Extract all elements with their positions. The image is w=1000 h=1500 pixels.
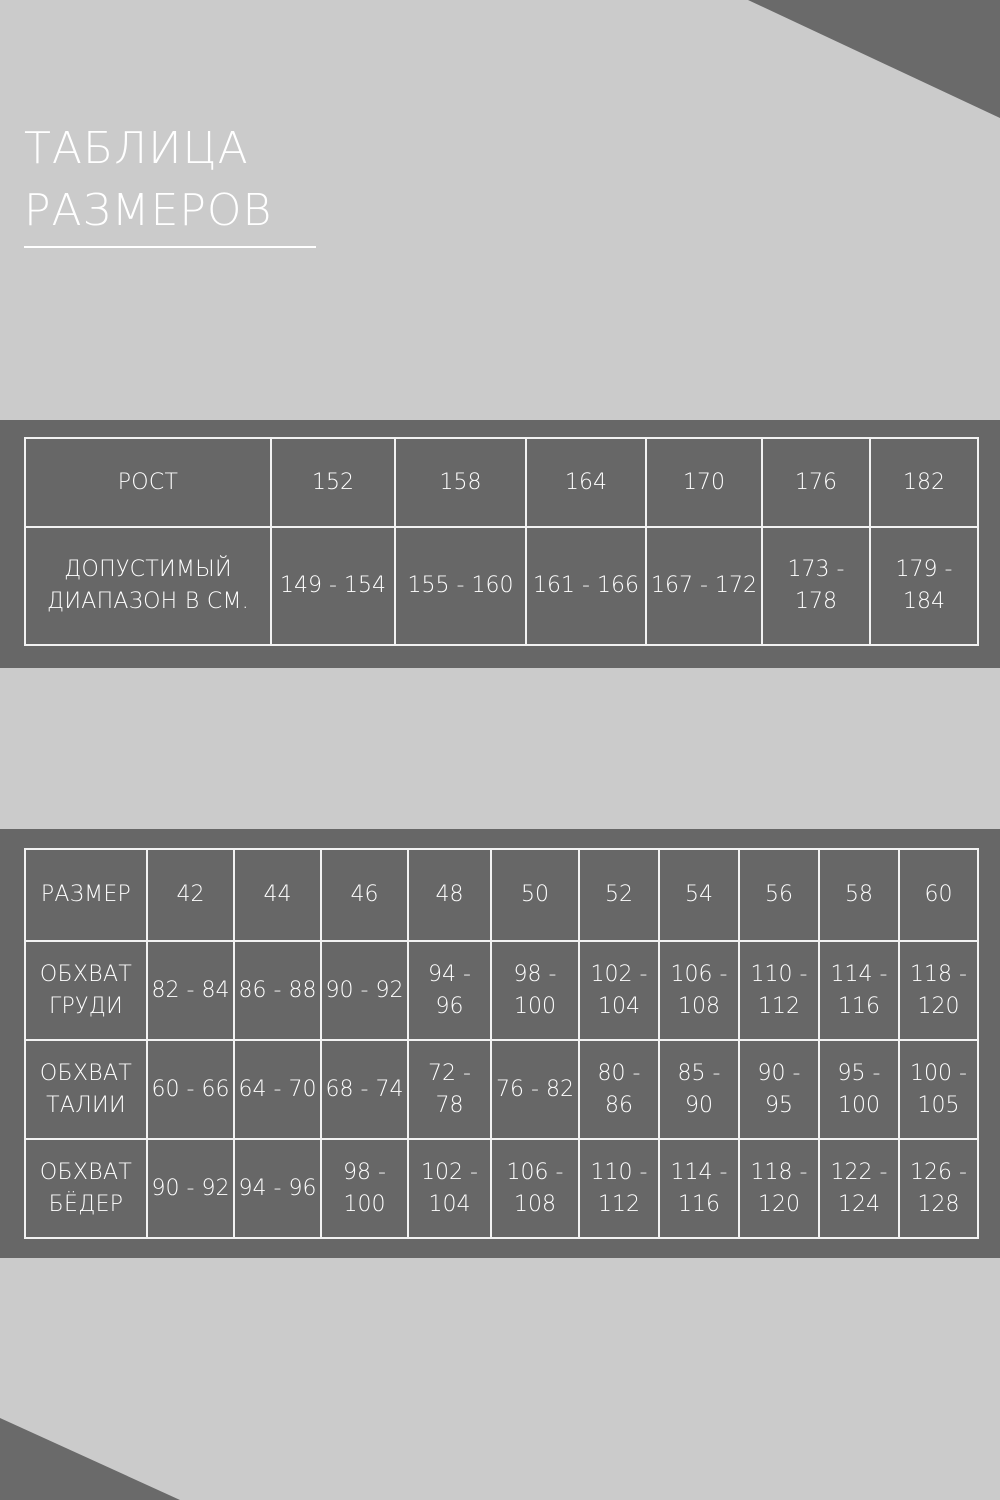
measurement-text: 128 (917, 1191, 960, 1217)
measurement-cell (491, 1139, 579, 1238)
size-cell: 42 (147, 849, 234, 941)
measurement-cell (899, 1139, 978, 1238)
range-text: 149 - 154 (280, 573, 386, 598)
measurement-text: 118 - (910, 961, 967, 987)
measurement-text: 124 (838, 1191, 880, 1217)
measurement-text: 98 - (343, 1159, 386, 1185)
range-text: 167 - 172 (651, 573, 757, 598)
size-cell: 56 (739, 849, 819, 941)
size-cell: 44 (234, 849, 321, 941)
measurement-text: 86 - 88 (238, 977, 317, 1003)
measurement-text: 80 - (597, 1060, 641, 1086)
range-text: 161 - 166 (533, 573, 639, 598)
measurement-cell (899, 1040, 978, 1139)
size-table (24, 848, 979, 1239)
measurement-cell (491, 1040, 579, 1139)
height-label: РОСТ (25, 438, 271, 527)
range-text: 179 - (895, 557, 953, 582)
range-cell (395, 527, 526, 645)
measurement-cell (234, 941, 321, 1040)
measurement-text: 108 (678, 993, 720, 1019)
measurement-text: 100 (838, 1092, 880, 1118)
measurement-text: 100 (514, 993, 556, 1019)
measurement-text: 110 - (750, 961, 808, 987)
size-label: РАЗМЕР (25, 849, 147, 941)
size-cell: 52 (579, 849, 659, 941)
measurement-text: 105 (917, 1092, 960, 1118)
measurement-label-line: ОБХВАТ (39, 1060, 133, 1086)
size-cell: 50 (491, 849, 579, 941)
measurement-text: 120 (917, 993, 960, 1019)
measurement-cell (739, 1139, 819, 1238)
title-line-1: ТАБЛИЦА (24, 123, 249, 174)
size-cell: 60 (899, 849, 978, 941)
measurement-text: 98 - (513, 961, 557, 987)
size-header-row (25, 849, 978, 941)
measurement-text: 64 - 70 (238, 1076, 317, 1102)
measurement-label-line: ОБХВАТ (39, 1159, 133, 1185)
measurement-text: 116 (678, 1191, 720, 1217)
measurement-cell (491, 941, 579, 1040)
measurement-row (25, 1139, 978, 1238)
height-row (25, 438, 978, 527)
measurement-cell (408, 1040, 491, 1139)
measurement-text: 100 - (910, 1060, 967, 1086)
measurement-text: 85 - (677, 1060, 721, 1086)
page-title (24, 118, 272, 242)
measurement-text: 90 - (757, 1060, 801, 1086)
measurement-text: 94 - 96 (238, 1175, 317, 1201)
range-text: 184 (903, 589, 945, 614)
measurement-text: 90 (685, 1092, 713, 1118)
height-cell: 182 (870, 438, 978, 527)
range-row (25, 527, 978, 645)
measurement-label (25, 1040, 147, 1139)
range-label-line: ДИАПАЗОН В СМ. (46, 589, 250, 614)
bottom-left-corner-shape (0, 1418, 180, 1500)
title-line-2: РАЗМЕРОВ (24, 185, 273, 236)
measurement-text: 82 - 84 (151, 977, 230, 1003)
measurement-text: 76 - 82 (496, 1076, 574, 1102)
size-cell: 46 (321, 849, 408, 941)
measurement-cell (739, 941, 819, 1040)
range-cell (646, 527, 762, 645)
height-cell: 152 (271, 438, 395, 527)
measurement-label-line: ТАЛИИ (46, 1092, 126, 1118)
measurement-label-line: ОБХВАТ (39, 961, 133, 987)
measurement-cell (659, 941, 739, 1040)
measurement-text: 112 (598, 1191, 640, 1217)
range-cell (526, 527, 646, 645)
measurement-text: 118 - (750, 1159, 808, 1185)
measurement-cell (579, 1040, 659, 1139)
measurement-cell (819, 941, 899, 1040)
measurement-text: 86 (605, 1092, 633, 1118)
measurement-text: 106 - (670, 961, 728, 987)
measurement-cell (321, 1139, 408, 1238)
measurement-text: 116 (838, 993, 880, 1019)
measurement-cell (234, 1139, 321, 1238)
measurement-text: 95 (765, 1092, 793, 1118)
measurement-text: 102 - (421, 1159, 478, 1185)
measurement-text: 72 - (428, 1060, 471, 1086)
measurement-text: 104 (598, 993, 640, 1019)
measurement-cell (147, 941, 234, 1040)
title-underline (24, 246, 316, 248)
range-label-line: ДОПУСТИМЫЙ (64, 557, 232, 582)
size-cell: 54 (659, 849, 739, 941)
measurement-cell (579, 1139, 659, 1238)
measurement-text: 78 (435, 1092, 464, 1118)
range-cell (762, 527, 870, 645)
measurement-cell (899, 941, 978, 1040)
height-table (24, 437, 979, 646)
range-cell (870, 527, 978, 645)
height-cell: 176 (762, 438, 870, 527)
measurement-row (25, 1040, 978, 1139)
measurement-cell (321, 941, 408, 1040)
measurement-cell (659, 1139, 739, 1238)
measurement-cell (147, 1040, 234, 1139)
measurement-text: 90 - 92 (151, 1175, 230, 1201)
size-cell: 58 (819, 849, 899, 941)
measurement-text: 60 - 66 (151, 1076, 230, 1102)
measurement-text: 108 (514, 1191, 556, 1217)
measurement-cell (408, 941, 491, 1040)
measurement-text: 120 (758, 1191, 800, 1217)
range-text: 178 (795, 589, 837, 614)
measurement-text: 122 - (830, 1159, 888, 1185)
measurement-text: 94 - (428, 961, 471, 987)
measurement-cell (819, 1139, 899, 1238)
range-text: 155 - 160 (407, 573, 514, 598)
measurement-cell (408, 1139, 491, 1238)
measurement-label (25, 1139, 147, 1238)
measurement-text: 96 (435, 993, 464, 1019)
size-cell: 48 (408, 849, 491, 941)
height-cell: 170 (646, 438, 762, 527)
measurement-text: 110 - (590, 1159, 648, 1185)
measurement-cell (579, 941, 659, 1040)
range-text: 173 - (787, 557, 845, 582)
measurement-text: 112 (758, 993, 800, 1019)
height-cell: 158 (395, 438, 526, 527)
measurement-text: 114 - (830, 961, 888, 987)
measurement-cell (819, 1040, 899, 1139)
measurement-text: 104 (428, 1191, 471, 1217)
measurement-text: 102 - (590, 961, 648, 987)
measurement-text: 90 - 92 (325, 977, 404, 1003)
measurement-text: 126 - (910, 1159, 967, 1185)
range-label (25, 527, 271, 645)
range-cell (271, 527, 395, 645)
measurement-text: 68 - 74 (325, 1076, 404, 1102)
measurement-cell (147, 1139, 234, 1238)
measurement-cell (739, 1040, 819, 1139)
measurement-text: 106 - (506, 1159, 564, 1185)
measurement-cell (659, 1040, 739, 1139)
measurement-text: 114 - (670, 1159, 728, 1185)
measurement-label-line: БЁДЕР (48, 1191, 124, 1217)
measurement-cell (234, 1040, 321, 1139)
measurement-label (25, 941, 147, 1040)
measurement-label-line: ГРУДИ (48, 993, 124, 1019)
measurement-text: 95 - (837, 1060, 881, 1086)
measurement-row (25, 941, 978, 1040)
measurement-cell (321, 1040, 408, 1139)
height-cell: 164 (526, 438, 646, 527)
measurement-text: 100 (343, 1191, 386, 1217)
